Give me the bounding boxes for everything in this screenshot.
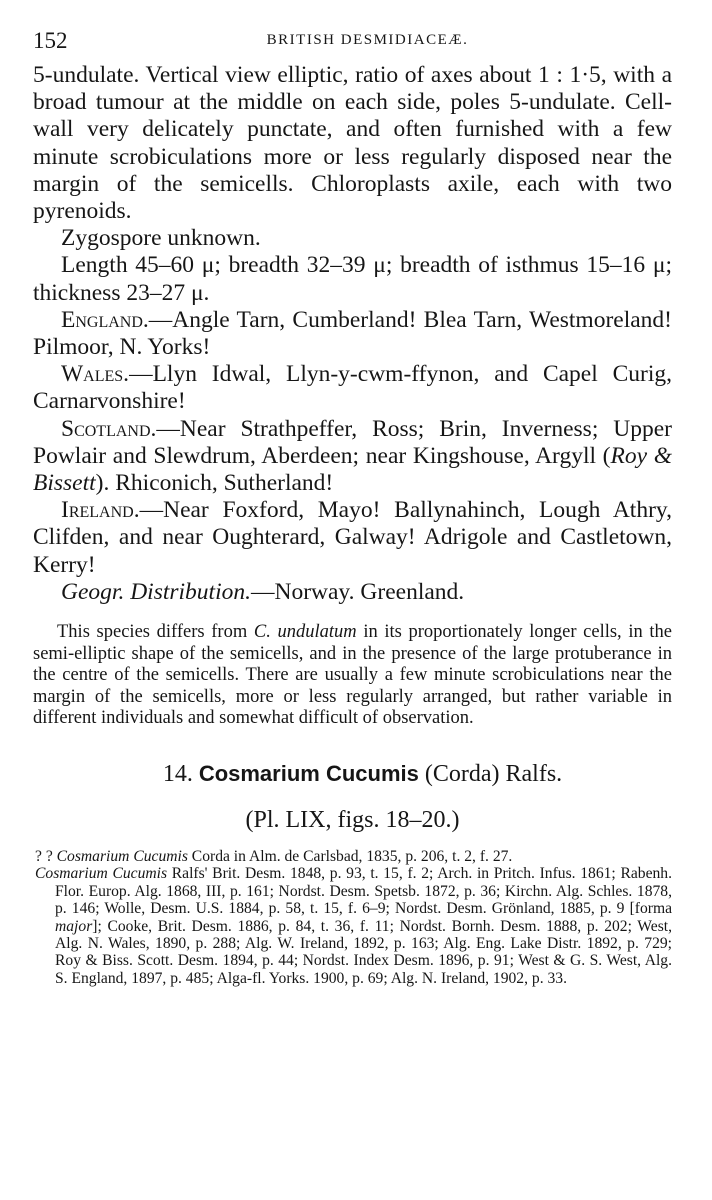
remarks-paragraph bbox=[33, 622, 672, 730]
description-paragraph: 5-undulate. Vertical view elliptic, ratio of axes about 1 : 1·5, with a broad tumour at the middle on each side, poles 5-undulate. Cell-wall very delicately punctate, and often furnished with a few minute scrobiculations more or less regularly disposed near the margin of the semicells. Chloroplasts axile, each with two pyrenoids. bbox=[33, 62, 672, 225]
region-label-england: England. bbox=[61, 306, 149, 333]
synonymy-references bbox=[33, 848, 672, 987]
scotland-collectors: Roy & Bissett bbox=[33, 442, 672, 497]
geographic-text: —Norway. Greenland. bbox=[250, 578, 465, 605]
wales-record bbox=[33, 361, 672, 415]
reference-text-ralfs: Ralfs' Brit. Desm. 1848, p. 93, t. 15, f. 2; Arch. in Pritch. Infus. 1861; Rabenh. Flor. Europ. Alg. 1868, III, p. 161; Nordst. Desm. Spetsb. 1872, p. 36; Kirchn. Alg. Schles. 1878, p. 146; Wolle, Desm. U.S. 1884, p. 58, t. 15, f. 6–9; Nordst. Desm. Grönland, 1885, p. 9 [forma bbox=[55, 865, 672, 918]
dimensions-line: Length 45–60 μ; breadth 32–39 μ; breadth of isthmus 15–16 μ; thickness 23–27 μ. bbox=[33, 252, 672, 306]
scotland-localities: —Near Strathpeffer, Ross; Brin, Inverness; Upper Powlair and Slewdrum, Aberdeen; near Kingshouse, Argyll ( bbox=[33, 415, 672, 469]
region-label-ireland: Ireland. bbox=[61, 497, 140, 524]
reference-forma: major bbox=[55, 917, 93, 935]
reference-text-corda: Corda in Alm. de Carlsbad, 1835, p. 206, t. 2, f. 27. bbox=[187, 848, 513, 866]
geographic-label: Geogr. Distribution. bbox=[61, 578, 251, 605]
region-label-scotland: Scotland. bbox=[61, 415, 157, 442]
ireland-localities: —Near Foxford, Mayo! Ballynahinch, Lough Athry, Clifden, and near Oughterard, Galway! Adrigole and Castletown, Kerry! bbox=[33, 497, 672, 578]
scotland-localities-end: ). Rhiconich, Sutherland! bbox=[95, 470, 334, 497]
england-localities: —Angle Tarn, Cumberland! Blea Tarn, Westmoreland! Pilmoor, N. Yorks! bbox=[33, 306, 672, 361]
running-title: BRITISH DESMIDIACEÆ. bbox=[266, 32, 469, 48]
page-header bbox=[33, 28, 672, 62]
description-section bbox=[33, 62, 672, 606]
region-label-wales: Wales. bbox=[61, 361, 130, 388]
reference-entry-corda bbox=[33, 848, 672, 865]
reference-name-ralfs: Cosmarium Cucumis bbox=[35, 865, 168, 883]
page-number: 152 bbox=[33, 28, 68, 53]
species-authority: (Corda) Ralfs. bbox=[424, 761, 563, 788]
species-heading bbox=[33, 758, 672, 790]
reference-text-ralfs-end: ]; Cooke, Brit. Desm. 1886, p. 84, t. 36, f. 11; Nordst. Bornh. Desm. 1888, p. 202; West, Alg. N. Wales, 1890, p. 288; Alg. W. Ireland, 1892, p. 163; Alg. Eng. Lake Distr. 1892, p. 729; Roy & Biss. Scott. Desm. 1894, p. 44; Nordst. Index Desm. 1896, p. 91; West & G. S. West, Alg. S. England, 1897, p. 485; Alga-fl. Yorks. 1900, p. 69; Alg. N. Ireland, 1902, p. 33. bbox=[55, 917, 672, 987]
remarks-species: C. undulatum bbox=[253, 622, 357, 643]
zygospore-line: Zygospore unknown. bbox=[61, 225, 261, 252]
remarks-text-end: in its proportionately longer cells, in the semi-elliptic shape of the semicells, and in the presence of the large protuberance in the centre of the semicells. There are usually a few minute scrobiculations near the margin of the semicells, more or less regularly arranged, but rather variable in different individuals and somewhat difficult of observation. bbox=[33, 622, 672, 729]
wales-localities: —Llyn Idwal, Llyn-y-cwm-ffynon, and Capel Curig, Carnarvonshire! bbox=[33, 361, 672, 415]
species-number: 14. bbox=[162, 761, 193, 788]
scotland-record bbox=[33, 416, 672, 498]
reference-name-corda: Cosmarium Cucumis bbox=[56, 848, 188, 866]
geographic-distribution bbox=[33, 579, 672, 606]
remarks-section bbox=[33, 622, 672, 730]
ireland-record bbox=[33, 497, 672, 579]
species-name: Cosmarium Cucumis bbox=[198, 761, 419, 787]
england-record bbox=[33, 307, 672, 361]
plate-reference: (Pl. LIX, figs. 18–20.) bbox=[245, 807, 460, 834]
remarks-text-start: This species differs from bbox=[57, 622, 254, 643]
reference-prefix: ? ? bbox=[35, 848, 57, 866]
reference-entry-ralfs bbox=[33, 865, 672, 987]
